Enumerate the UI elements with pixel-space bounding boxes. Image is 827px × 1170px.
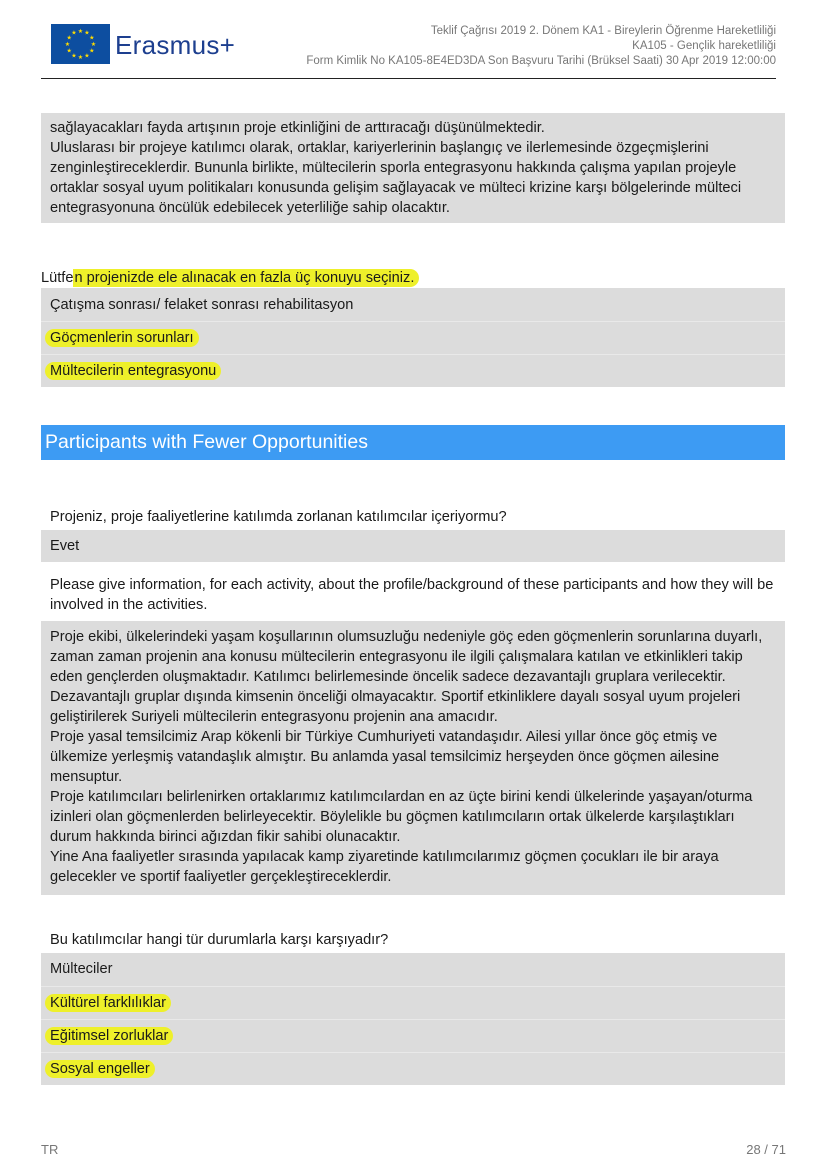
svg-text:★: ★: [84, 29, 90, 37]
profile-answer: Proje ekibi, ülkelerindeki yaşam koşullarının olumsuzluğu nedeniyle göç eden göçmenlerin sorunlarına duyarlı, zaman zaman projenin ana konusu mültecilerin entegrasyonu ile ilgili çalışmalara katılan ve etkinlikleri takip eden gençlerden oluşmaktadır. Katılımcı belirlemesinde öncelik sadece dezavantajlı gruplara verilecektir. Dezavantajlı gruplar dışında kimsenin önceliği olmayacaktır. Sportif etkinliklere dayalı sosyal uyum projeleri geliştirilerek Suriyeli mültecilerin entegrasyonu projenin ana amacıdır. Proje yasal temsilcimiz Arap kökenli bir Türkiye Cumhuriyeti vatandaşıdır. Ailesi yıllar önce göç etmiş ve ülkemize yerleşmiş vatandaşlık almıştır. Bu anlamda yasal temsilcimiz herşeyden önce göçmen ailesine mensuptur. Proje katılımcıları belirlenirken ortaklarımız katılımcılardan en az üçte birini kendi ülkelerinde yaşayan/oturma izinleri olan göçmenlerden belirleyecektir. Böylelikle bu göçmen katılımcıların ortak ülkelerde karşılaştıkları durum hakkında birinci ağızdan fikir sahibi olunacaktır. Yine Ana faaliyetler sırasında yapılacak kamp ziyaretinde katılımcılarımız göçmen çocukları ile bir araya gelecekler ve sportif faaliyetler gerçekleştireceklerdir.: [41, 621, 785, 895]
svg-text:★: ★: [89, 47, 95, 55]
eu-flag-icon: [51, 24, 110, 64]
svg-text:★: ★: [64, 41, 71, 48]
fewer-opportunities-question: Projeniz, proje faaliyetlerine katılımda zorlanan katılımcılar içeriyormu?: [50, 509, 507, 525]
erasmus-logo: [51, 24, 251, 66]
topic-option: Mültecilerin entegrasyonu: [41, 354, 785, 387]
topics-question: [41, 270, 419, 286]
svg-text:★: ★: [77, 54, 84, 61]
situation-option: Kültürel farklılıklar: [41, 986, 785, 1019]
svg-text:★: ★: [66, 47, 72, 55]
profile-question: Please give information, for each activity, about the profile/background of these participants and how they will be involved in the activities.: [50, 577, 774, 613]
topic-option: Göçmenlerin sorunları: [41, 321, 785, 354]
svg-text:★: ★: [66, 34, 72, 42]
call-info: [306, 24, 776, 69]
form-id-deadline: Form Kimlik No KA105-8E4ED3DA Son Başvuru Tarihi (Brüksel Saati) 30 Apr 2019 12:00:00: [306, 55, 776, 67]
logo-text: Erasmus+: [115, 30, 236, 60]
section-title: Participants with Fewer Opportunities: [41, 425, 785, 460]
footer-language: TR: [41, 1142, 59, 1157]
svg-text:★: ★: [84, 52, 90, 60]
situations-question: Bu katılımcılar hangi tür durumlarla karşı karşıyadır?: [50, 932, 389, 948]
svg-text:★: ★: [89, 34, 95, 42]
svg-text:★: ★: [71, 29, 77, 37]
svg-text:★: ★: [71, 52, 77, 60]
situation-option: Sosyal engeller: [41, 1052, 785, 1085]
fewer-opportunities-answer: Evet: [41, 530, 785, 562]
topics-question-start: Lütfe: [41, 270, 74, 286]
topic-option: Çatışma sonrası/ felaket sonrası rehabilitasyon: [50, 297, 354, 313]
svg-text:★: ★: [77, 28, 84, 35]
page-header: [41, 18, 776, 79]
svg-text:★: ★: [90, 41, 97, 48]
impact-answer-text: sağlayacakları fayda artışının proje etkinliğini de arttıracağı düşünülmektedir. Uluslarası bir projeye katılımcı olarak, ortaklar, kariyerlerinin başlangıç ve ilerlemesinde özgeçmişlerini zenginleştireceklerdir. Bununla birlikte, mültecilerin sporla entegrasyonu hakkında çalışma yapılan projeyle ortaklar sosyal uyum politikaları konusunda gelişim sağlayacak ve mülteci krizine karşı bölgelerinde mülteci entegrasyonuna öncülük edebilecek yeterliliğe sahip olacaktır.: [41, 113, 785, 223]
action-type: KA105 - Gençlik hareketliliği: [632, 40, 776, 52]
topics-question-highlight: n projenizde ele alınacak en fazla üç konuyu seçiniz.: [73, 269, 419, 287]
call-title: Teklif Çağrısı 2019 2. Dönem KA1 - Bireylerin Öğrenme Hareketliliği: [430, 25, 776, 37]
situation-option: Eğitimsel zorluklar: [41, 1019, 785, 1052]
page-number: 28 / 71: [746, 1142, 786, 1157]
topics-list: [41, 288, 785, 387]
situations-list: [41, 953, 785, 1085]
situation-option: Mülteciler: [50, 961, 113, 977]
